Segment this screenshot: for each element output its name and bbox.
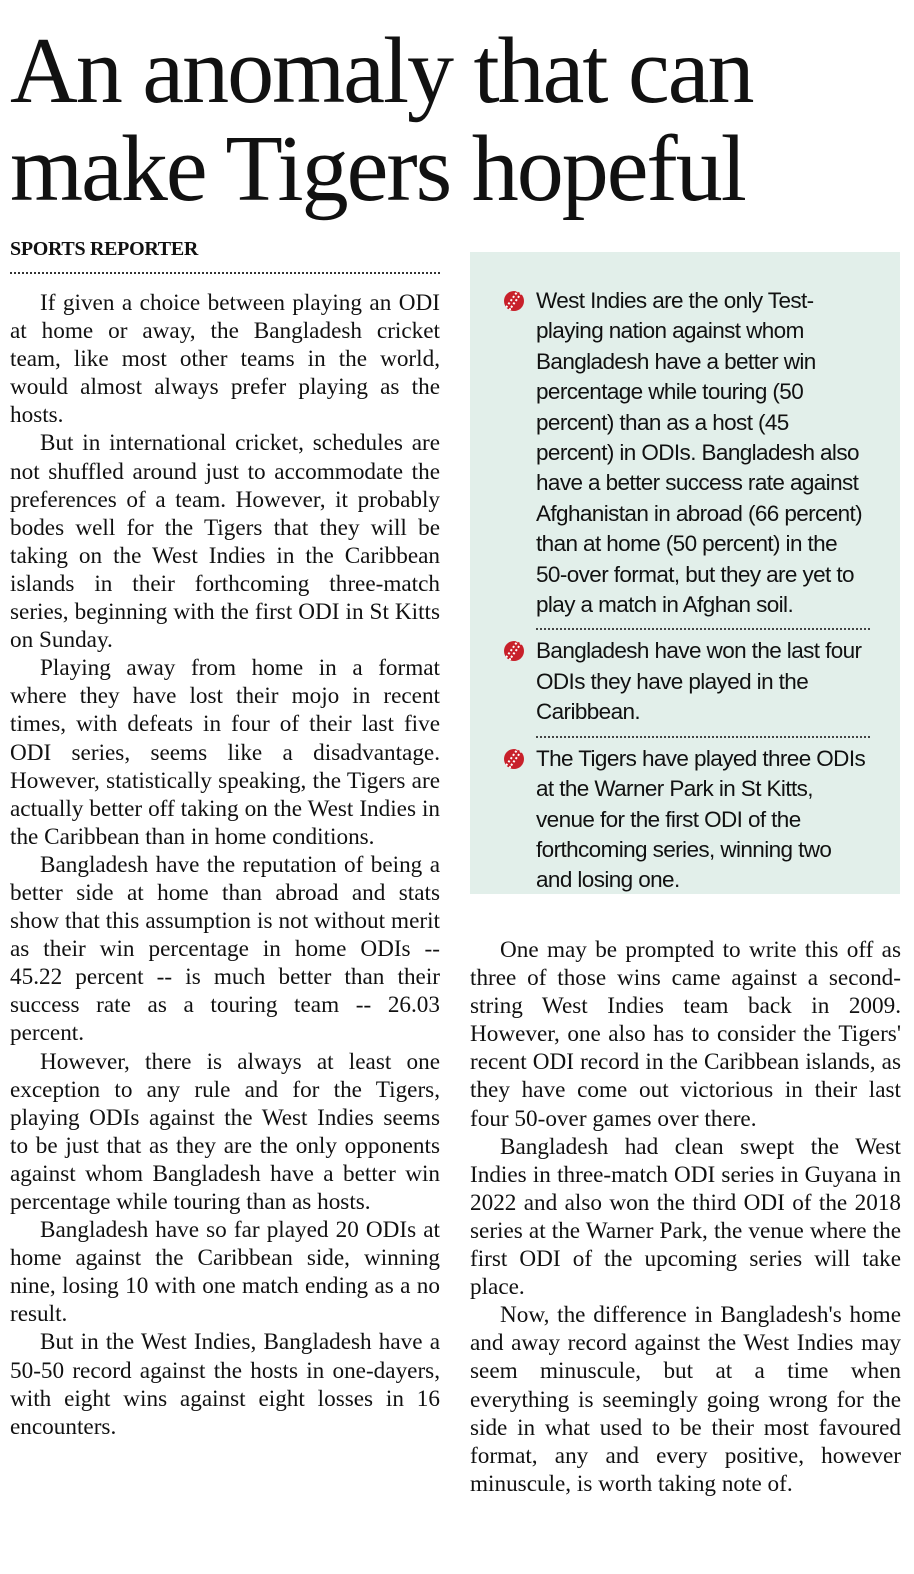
article-column-left bbox=[10, 289, 440, 1441]
paragraph: Bangladesh have the reputation of being a better side at home than abroad and stats show that this assumption is not without merit as their win percentage in home ODIs -- 45.22 percent -- is much better than their success rate as a touring team -- 26.03 percent. bbox=[10, 851, 440, 1047]
paragraph: If given a choice between playing an ODI at home or away, the Bangladesh cricket team, like most other teams in the world, would almost always prefer playing as the hosts. bbox=[10, 290, 440, 429]
cricket-ball-icon bbox=[504, 641, 524, 661]
paragraph: But in the West Indies, Bangladesh have a 50-50 record against the hosts in one-dayers, with eight wins against eight losses in 16 encounters. bbox=[10, 1329, 440, 1440]
byline-divider bbox=[10, 272, 440, 274]
fact-text: Bangladesh have won the last four ODIs they have played in the Caribbean. bbox=[536, 638, 862, 725]
byline: SPORTS REPORTER bbox=[10, 238, 199, 260]
paragraph: Bangladesh have so far played 20 ODIs at home against the Caribbean side, winning nine, losing 10 with one match ending as a no result. bbox=[10, 1217, 440, 1328]
cricket-ball-icon bbox=[504, 291, 524, 311]
paragraph: Playing away from home in a format where they have lost their mojo in recent times, with defeats in four of their last five ODI series, seems like a disadvantage. However, statistically speaking, the Tigers are actually better off taking on the West Indies in the Caribbean than in home conditions. bbox=[10, 655, 440, 850]
fact-text: West Indies are the only Test-playing nation against whom Bangladesh have a better win percentage while touring (50 percent) than as a host (45 percent) in ODIs. Bangladesh also have a better success rate against Afghanistan in abroad (66 percent) than at home (50 percent) in the 50-over format, but they are yet to play a match in Afghan soil. bbox=[536, 288, 863, 618]
paragraph: But in international cricket, schedules are not shuffled around just to accommodate the preferences of a team. However, it probably bodes well for the Tigers that they will be taking on the West Indies in the Caribbean islands in their forthcoming three-match series, beginning with the first ODI in St Kitts on Sunday. bbox=[10, 430, 440, 654]
cricket-ball-icon bbox=[504, 749, 524, 769]
paragraph: Bangladesh had clean swept the West Indies in three-match ODI series in Guyana in 2022 and also won the third ODI of the 2018 series at the Warner Park, the venue where the first ODI of the upcoming series will take place. bbox=[470, 1133, 901, 1301]
fact-text: The Tigers have played three ODIs at the Warner Park in St Kitts, venue for the first ODI of the forthcoming series, winning two and losing one. bbox=[536, 745, 866, 893]
paragraph: However, there is always at least one exception to any rule and for the Tigers, playing ODIs against the West Indies seems to be just that as they are the only opponents against whom Bangladesh have a better win percentage while touring than as hosts. bbox=[10, 1048, 440, 1215]
article-column-right bbox=[470, 936, 901, 1498]
headline: An anomaly that can make Tigers hopeful bbox=[10, 19, 753, 221]
paragraph: One may be prompted to write this off as three of those wins came against a second-string West Indies team back in 2009. However, one also has to consider the Tigers' recent ODI record in the Caribbean islands, as they have come out victorious in their last four 50-over games over there. bbox=[470, 937, 901, 1132]
fact-divider bbox=[536, 628, 870, 630]
fact-box bbox=[470, 252, 900, 894]
paragraph: Now, the difference in Bangladesh's home and away record against the West Indies may seem minuscule, but at a time when everything is seemingly going wrong for the side in what used to be their most favoured format, any and every positive, however minuscule, is worth taking note of. bbox=[470, 1302, 901, 1497]
fact-item bbox=[504, 636, 870, 727]
fact-item bbox=[504, 744, 870, 896]
fact-divider bbox=[536, 736, 870, 738]
fact-item bbox=[504, 286, 870, 620]
